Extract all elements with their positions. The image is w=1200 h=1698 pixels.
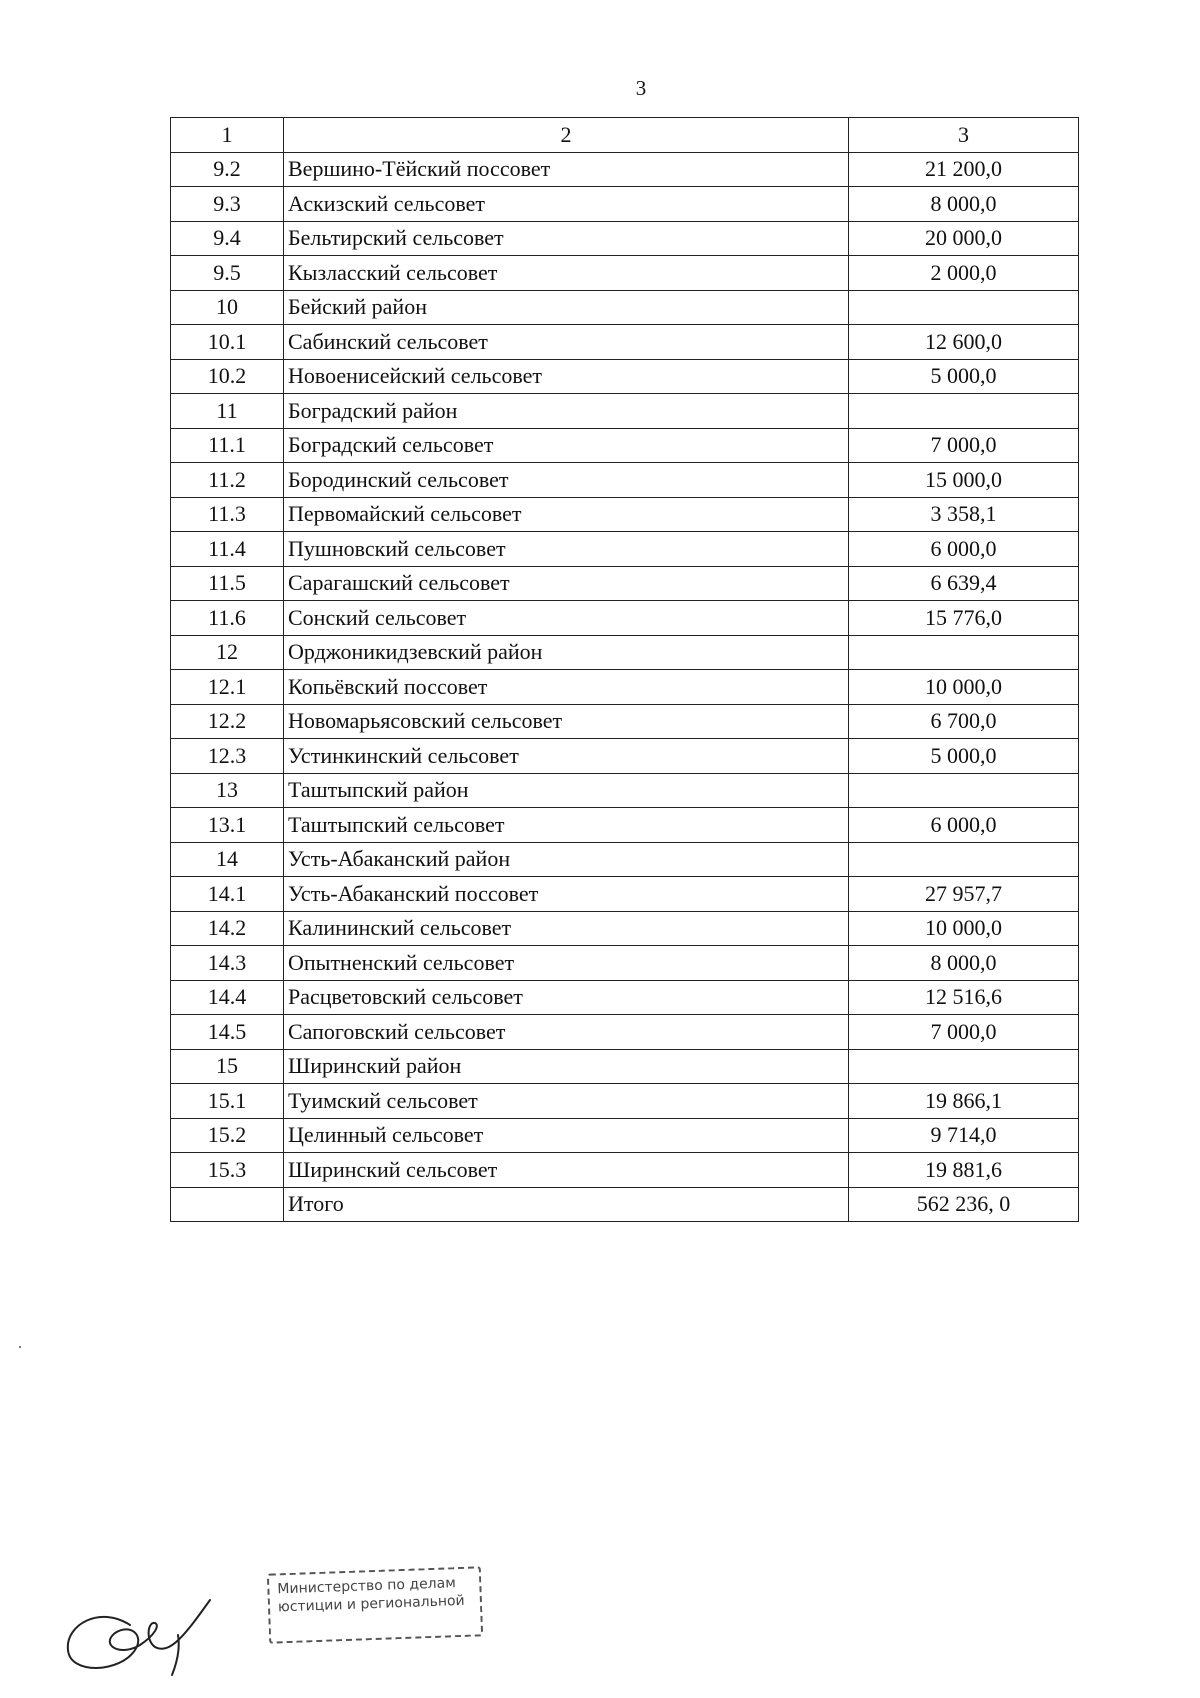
row-value-cell: 19 866,1: [849, 1084, 1079, 1119]
row-number-cell: 15.1: [171, 1084, 284, 1119]
row-value-cell: 10 000,0: [849, 911, 1079, 946]
row-value-cell: 12 600,0: [849, 325, 1079, 360]
header-cell-2: 2: [284, 118, 849, 153]
row-name-cell: Сабинский сельсовет: [284, 325, 849, 360]
scan-artifact: [19, 1346, 21, 1348]
row-value-cell: 7 000,0: [849, 1015, 1079, 1050]
table-row: [171, 635, 1079, 670]
handwritten-signature: [60, 1595, 240, 1685]
row-name-cell: Сарагашский сельсовет: [284, 566, 849, 601]
table-row: [171, 463, 1079, 498]
row-number-cell: 9.5: [171, 256, 284, 291]
row-number-cell: 11.4: [171, 532, 284, 567]
row-name-cell: Таштыпский район: [284, 773, 849, 808]
row-name-cell: Боградский сельсовет: [284, 428, 849, 463]
table-row: [171, 221, 1079, 256]
row-number-cell: [171, 1187, 284, 1222]
row-name-cell: Ширинский сельсовет: [284, 1153, 849, 1188]
row-number-cell: 15.3: [171, 1153, 284, 1188]
row-number-cell: 14.4: [171, 980, 284, 1015]
row-name-cell: Бельтирский сельсовет: [284, 221, 849, 256]
row-value-cell: [849, 842, 1079, 877]
table-row: [171, 946, 1079, 981]
row-value-cell: 15 776,0: [849, 601, 1079, 636]
row-name-cell: Итого: [284, 1187, 849, 1222]
row-name-cell: Ширинский район: [284, 1049, 849, 1084]
table-row: [171, 704, 1079, 739]
row-number-cell: 11.5: [171, 566, 284, 601]
table-row: [171, 980, 1079, 1015]
row-number-cell: 9.3: [171, 187, 284, 222]
row-value-cell: [849, 290, 1079, 325]
header-cell-1: 1: [171, 118, 284, 153]
table-header-row: [171, 118, 1079, 153]
row-name-cell: Первомайский сельсовет: [284, 497, 849, 532]
row-value-cell: [849, 773, 1079, 808]
row-name-cell: Боградский район: [284, 394, 849, 429]
row-number-cell: 9.2: [171, 152, 284, 187]
table-row: [171, 1084, 1079, 1119]
row-number-cell: 14.5: [171, 1015, 284, 1050]
table-row: [171, 359, 1079, 394]
table-row: [171, 290, 1079, 325]
row-name-cell: Кызласский сельсовет: [284, 256, 849, 291]
table-row: [171, 1153, 1079, 1188]
table-row: [171, 773, 1079, 808]
table-row: [171, 1049, 1079, 1084]
table-row: [171, 670, 1079, 705]
row-name-cell: Целинный сельсовет: [284, 1118, 849, 1153]
official-stamp: [267, 1566, 483, 1643]
row-name-cell: Бородинский сельсовет: [284, 463, 849, 498]
row-value-cell: 3 358,1: [849, 497, 1079, 532]
row-name-cell: Новоенисейский сельсовет: [284, 359, 849, 394]
row-value-cell: 5 000,0: [849, 359, 1079, 394]
row-name-cell: Калининский сельсовет: [284, 911, 849, 946]
table-row: [171, 428, 1079, 463]
row-number-cell: 10.1: [171, 325, 284, 360]
row-number-cell: 9.4: [171, 221, 284, 256]
row-number-cell: 14.2: [171, 911, 284, 946]
table-row: [171, 842, 1079, 877]
row-value-cell: [849, 635, 1079, 670]
row-value-cell: 5 000,0: [849, 739, 1079, 774]
row-name-cell: Вершино-Тёйский поссовет: [284, 152, 849, 187]
row-number-cell: 14: [171, 842, 284, 877]
row-number-cell: 13.1: [171, 808, 284, 843]
table-row: [171, 1118, 1079, 1153]
row-name-cell: Орджоникидзевский район: [284, 635, 849, 670]
row-name-cell: Усть-Абаканский поссовет: [284, 877, 849, 912]
row-number-cell: 11.3: [171, 497, 284, 532]
row-name-cell: Туимский сельсовет: [284, 1084, 849, 1119]
row-number-cell: 12: [171, 635, 284, 670]
row-name-cell: Таштыпский сельсовет: [284, 808, 849, 843]
row-value-cell: [849, 1049, 1079, 1084]
table-row: [171, 739, 1079, 774]
row-value-cell: 9 714,0: [849, 1118, 1079, 1153]
table-row: [171, 497, 1079, 532]
row-number-cell: 15: [171, 1049, 284, 1084]
table-row: [171, 1015, 1079, 1050]
table-row: [171, 1187, 1079, 1222]
table-row: [171, 152, 1079, 187]
header-cell-3: 3: [849, 118, 1079, 153]
row-value-cell: 21 200,0: [849, 152, 1079, 187]
table-row: [171, 911, 1079, 946]
row-value-cell: 6 000,0: [849, 532, 1079, 567]
page-number: 3: [635, 76, 647, 100]
table-row: [171, 566, 1079, 601]
row-number-cell: 11: [171, 394, 284, 429]
table-row: [171, 877, 1079, 912]
row-value-cell: 7 000,0: [849, 428, 1079, 463]
row-value-cell: 10 000,0: [849, 670, 1079, 705]
table-row: [171, 187, 1079, 222]
row-name-cell: Пушновский сельсовет: [284, 532, 849, 567]
table-row: [171, 532, 1079, 567]
table-row: [171, 601, 1079, 636]
row-name-cell: Сапоговский сельсовет: [284, 1015, 849, 1050]
table-row: [171, 256, 1079, 291]
row-value-cell: 8 000,0: [849, 187, 1079, 222]
row-value-cell: 6 700,0: [849, 704, 1079, 739]
row-value-cell: 27 957,7: [849, 877, 1079, 912]
row-value-cell: 19 881,6: [849, 1153, 1079, 1188]
row-number-cell: 14.3: [171, 946, 284, 981]
stamp-line-1: Министерство по делам: [277, 1575, 457, 1598]
row-name-cell: Сонский сельсовет: [284, 601, 849, 636]
stamp-line-2: юстиции и региональной: [277, 1592, 465, 1615]
row-name-cell: Аскизский сельсовет: [284, 187, 849, 222]
row-number-cell: 15.2: [171, 1118, 284, 1153]
allocation-table: [170, 117, 1079, 1222]
row-name-cell: Новомарьясовский сельсовет: [284, 704, 849, 739]
row-value-cell: 20 000,0: [849, 221, 1079, 256]
row-number-cell: 12.3: [171, 739, 284, 774]
row-number-cell: 10.2: [171, 359, 284, 394]
row-number-cell: 13: [171, 773, 284, 808]
row-number-cell: 10: [171, 290, 284, 325]
row-name-cell: Бейский район: [284, 290, 849, 325]
row-number-cell: 11.2: [171, 463, 284, 498]
row-value-cell: 562 236, 0: [849, 1187, 1079, 1222]
row-value-cell: [849, 394, 1079, 429]
row-name-cell: Опытненский сельсовет: [284, 946, 849, 981]
table-row: [171, 808, 1079, 843]
row-value-cell: 8 000,0: [849, 946, 1079, 981]
row-number-cell: 12.1: [171, 670, 284, 705]
row-name-cell: Копьёвский поссовет: [284, 670, 849, 705]
row-number-cell: 12.2: [171, 704, 284, 739]
row-value-cell: 6 000,0: [849, 808, 1079, 843]
table-body: [171, 118, 1079, 1222]
row-value-cell: 12 516,6: [849, 980, 1079, 1015]
table-row: [171, 325, 1079, 360]
row-value-cell: 6 639,4: [849, 566, 1079, 601]
row-name-cell: Расцветовский сельсовет: [284, 980, 849, 1015]
row-number-cell: 14.1: [171, 877, 284, 912]
row-name-cell: Усть-Абаканский район: [284, 842, 849, 877]
row-value-cell: 2 000,0: [849, 256, 1079, 291]
table-row: [171, 394, 1079, 429]
row-number-cell: 11.1: [171, 428, 284, 463]
row-value-cell: 15 000,0: [849, 463, 1079, 498]
row-number-cell: 11.6: [171, 601, 284, 636]
row-name-cell: Устинкинский сельсовет: [284, 739, 849, 774]
